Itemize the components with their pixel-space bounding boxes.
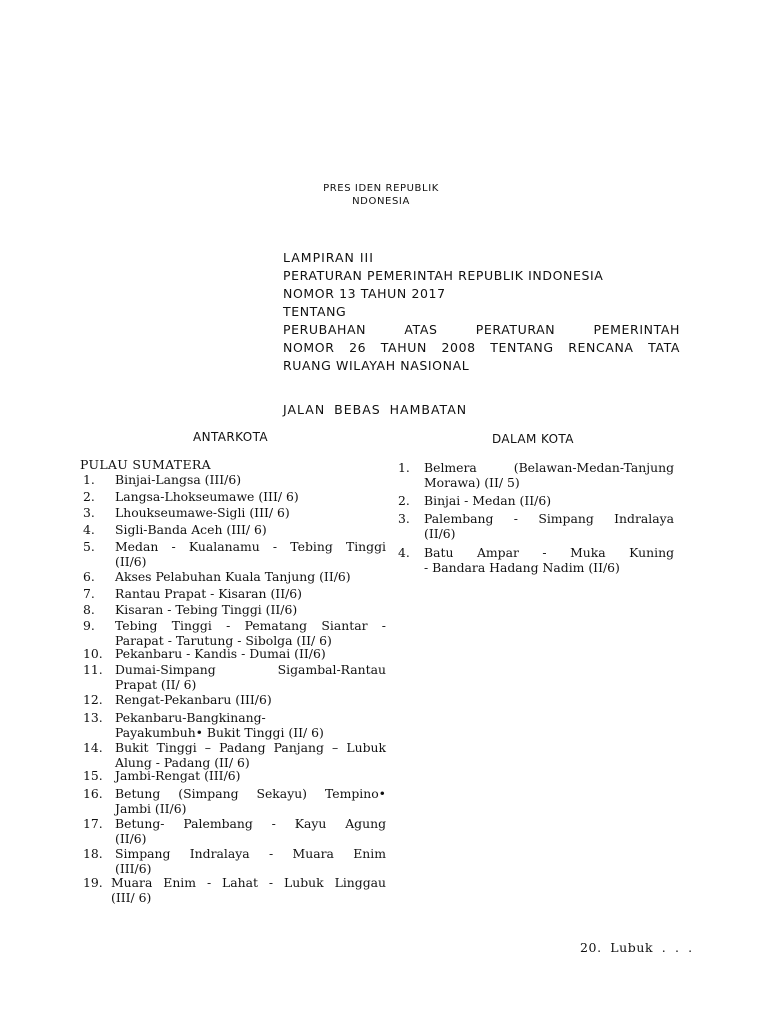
- list-item-line: Pekanbaru - Kandis - Dumai (II/6): [115, 646, 326, 661]
- list-item-text: [115, 740, 386, 770]
- list-item-number: 8.: [83, 602, 95, 617]
- list-item-line: Binjai-Langsa (III/6): [115, 472, 242, 487]
- list-item-text: [115, 505, 386, 520]
- list-item-number: 6.: [83, 569, 95, 584]
- list-item-line: Medan - Kualanamu - Tebing Tinggi: [115, 539, 386, 554]
- lampiran-block: [283, 249, 680, 375]
- list-item-line: Sigli-Banda Aceh (III/ 6): [115, 522, 267, 537]
- lampiran-line: TENTANG: [283, 304, 347, 319]
- list-item-number: 4.: [83, 522, 95, 537]
- list-item-text: [424, 545, 674, 575]
- list-item-line: Pekanbaru-Bangkinang-: [115, 710, 266, 725]
- list-item-number: 15.: [83, 768, 103, 783]
- list-item-line: Dumai-Simpang Sigambal-Rantau: [115, 662, 386, 677]
- lampiran-line: LAMPIRAN III: [283, 250, 374, 265]
- list-item-number: 11.: [83, 662, 103, 677]
- antarkota-heading: ANTARKOTA: [193, 430, 268, 444]
- list-item-line: Rantau Prapat - Kisaran (II/6): [115, 586, 302, 601]
- list-item-text: [115, 816, 386, 846]
- list-item-number: 1.: [398, 460, 410, 475]
- list-item-text: [115, 569, 386, 584]
- list-item-number: 3.: [398, 511, 410, 526]
- list-item-number: 2.: [398, 493, 410, 508]
- list-item-number: 4.: [398, 545, 410, 560]
- list-item-line: (II/6): [424, 526, 456, 541]
- list-item-number: 13.: [83, 710, 103, 725]
- page-continuation: 20. Lubuk . . .: [580, 940, 693, 955]
- list-item-text: [115, 472, 386, 487]
- list-item-text: [111, 875, 386, 905]
- pulau-sumatera-heading: PULAU SUMATERA: [80, 457, 211, 472]
- list-item-number: 12.: [83, 692, 103, 707]
- list-item-line: Jambi-Rengat (III/6): [115, 768, 241, 783]
- list-item-line: Tebing Tinggi - Pematang Siantar -: [115, 618, 386, 633]
- list-item-line: Belmera (Belawan-Medan-Tanjung: [424, 460, 674, 475]
- list-item-text: [115, 618, 386, 648]
- dalamkota-heading: DALAM KOTA: [492, 432, 574, 446]
- list-item-text: [115, 846, 386, 876]
- list-item-text: [115, 710, 386, 740]
- list-item-number: 19.: [83, 875, 103, 890]
- list-item-line: Morawa) (II/ 5): [424, 475, 520, 490]
- list-item-number: 17.: [83, 816, 103, 831]
- list-item-text: [424, 460, 674, 490]
- list-item-text: [115, 692, 386, 707]
- lampiran-line: NOMOR 26 TAHUN 2008 TENTANG RENCANA TATA: [283, 340, 680, 355]
- list-item-number: 14.: [83, 740, 103, 755]
- list-item-line: Palembang - Simpang Indralaya: [424, 511, 674, 526]
- list-item-number: 16.: [83, 786, 103, 801]
- list-item-text: [115, 522, 386, 537]
- letterhead: [0, 182, 765, 208]
- letterhead-line-2: NDONESIA: [352, 196, 410, 207]
- list-item-number: 18.: [83, 846, 103, 861]
- list-item-line: Prapat (II/ 6): [115, 677, 197, 692]
- list-item-line: Akses Pelabuhan Kuala Tanjung (II/6): [115, 569, 351, 584]
- list-item-number: 3.: [83, 505, 95, 520]
- list-item-line: Batu Ampar - Muka Kuning: [424, 545, 674, 560]
- section-title: JALAN BEBAS HAMBATAN: [283, 402, 468, 417]
- list-item-text: [115, 489, 386, 504]
- list-item-line: - Bandara Hadang Nadim (II/6): [424, 560, 620, 575]
- letterhead-line-1: PRES IDEN REPUBLIK: [323, 183, 439, 194]
- list-item-line: Parapat - Tarutung - Sibolga (II/ 6): [115, 633, 332, 648]
- list-item-line: Betung- Palembang - Kayu Agung: [115, 816, 386, 831]
- list-item-line: (II/6): [115, 831, 147, 846]
- list-item-line: Alung - Padang (II/ 6): [115, 755, 250, 770]
- list-item-text: [115, 646, 386, 661]
- list-item-text: [115, 662, 386, 692]
- list-item-line: (II/6): [115, 554, 147, 569]
- list-item-number: 1.: [83, 472, 95, 487]
- list-item-number: 2.: [83, 489, 95, 504]
- list-item-text: [424, 511, 674, 541]
- list-item-number: 10.: [83, 646, 103, 661]
- list-item-line: Langsa-Lhokseumawe (III/ 6): [115, 489, 299, 504]
- list-item-line: (III/6): [115, 861, 152, 876]
- list-item-line: Kisaran - Tebing Tinggi (II/6): [115, 602, 298, 617]
- list-item-line: Muara Enim - Lahat - Lubuk Linggau: [111, 875, 386, 890]
- lampiran-line: PERUBAHAN ATAS PERATURAN PEMERINTAH: [283, 322, 680, 337]
- list-item-text: [115, 586, 386, 601]
- list-item-text: [115, 786, 386, 816]
- lampiran-line: NOMOR 13 TAHUN 2017: [283, 286, 446, 301]
- list-item-number: 9.: [83, 618, 95, 633]
- list-item-text: [115, 602, 386, 617]
- list-item-line: Bukit Tinggi – Padang Panjang – Lubuk: [115, 740, 386, 755]
- list-item-line: Rengat-Pekanbaru (III/6): [115, 692, 272, 707]
- list-item-line: Payakumbuh• Bukit Tinggi (II/ 6): [115, 725, 324, 740]
- list-item-text: [424, 493, 674, 508]
- lampiran-line: PERATURAN PEMERINTAH REPUBLIK INDONESIA: [283, 268, 604, 283]
- list-item-line: Simpang Indralaya - Muara Enim: [115, 846, 386, 861]
- list-item-line: Lhoukseumawe-Sigli (III/ 6): [115, 505, 290, 520]
- list-item-text: [115, 539, 386, 569]
- list-item-number: 5.: [83, 539, 95, 554]
- list-item-number: 7.: [83, 586, 95, 601]
- lampiran-line: RUANG WILAYAH NASIONAL: [283, 358, 470, 373]
- list-item-line: Jambi (II/6): [115, 801, 187, 816]
- list-item-text: [115, 768, 386, 783]
- list-item-line: Betung (Simpang Sekayu) Tempino•: [115, 786, 386, 801]
- list-item-line: Binjai - Medan (II/6): [424, 493, 552, 508]
- list-item-line: (III/ 6): [111, 890, 152, 905]
